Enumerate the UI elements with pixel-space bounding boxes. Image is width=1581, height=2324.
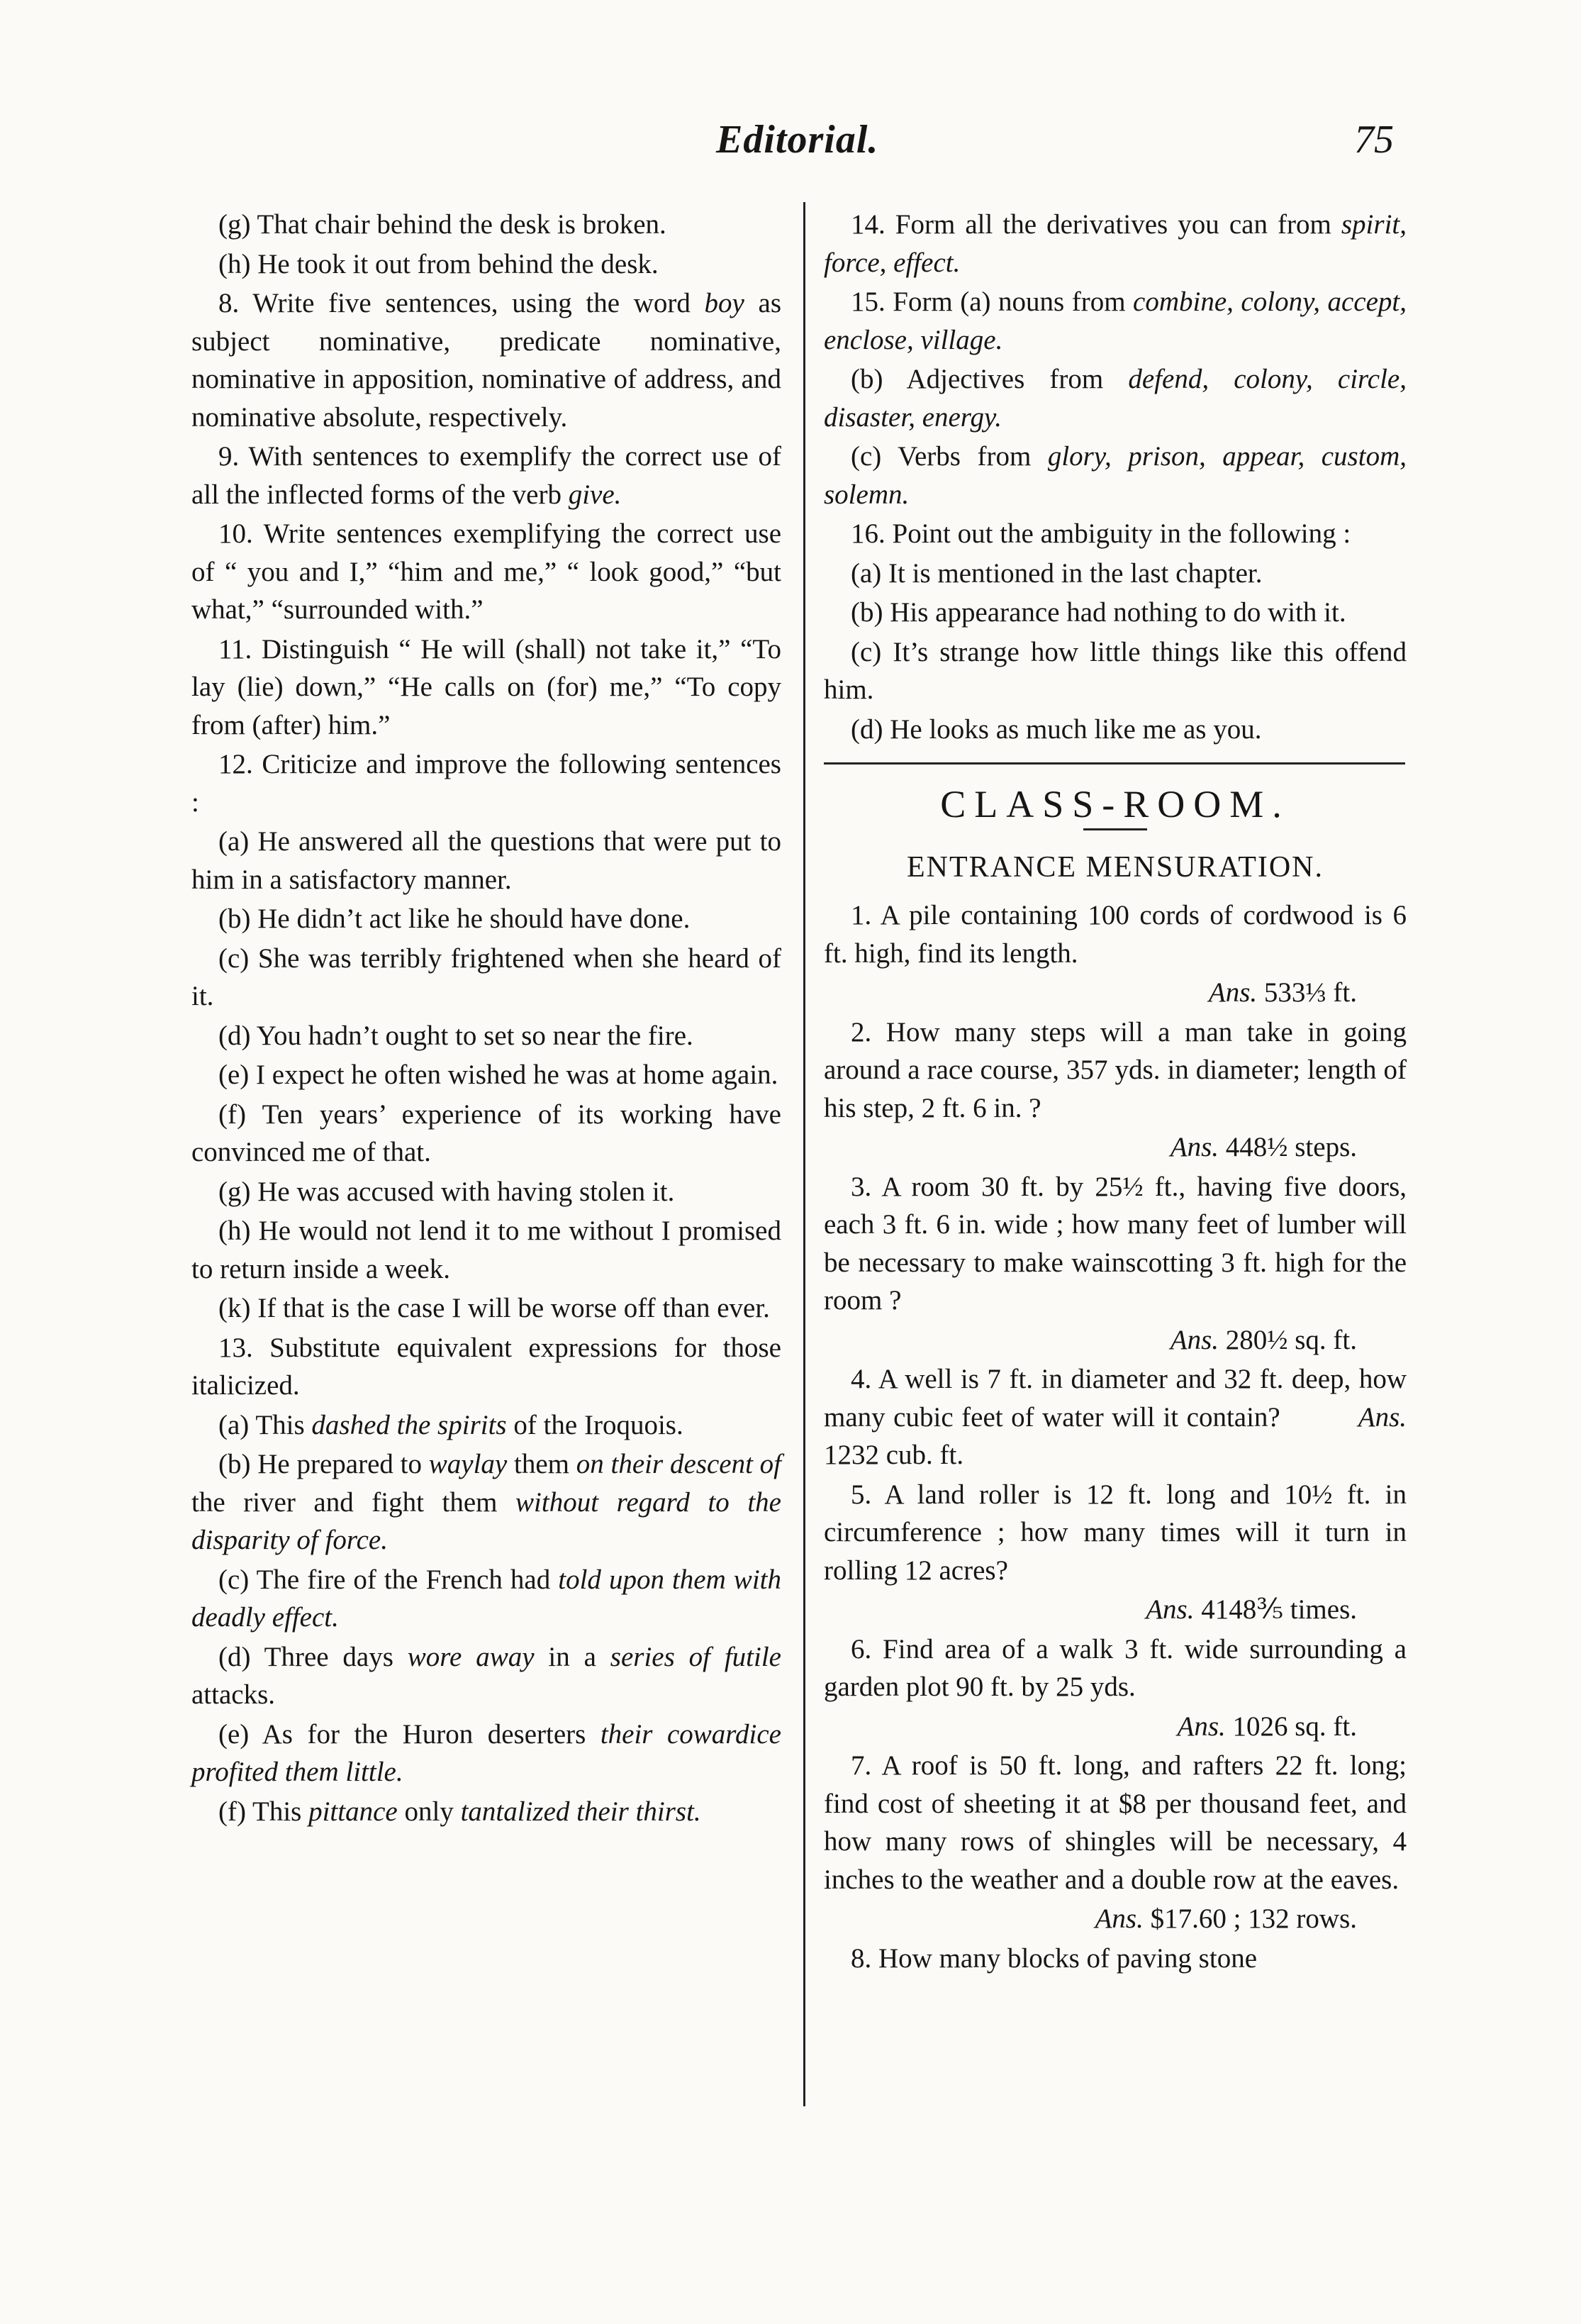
paragraph bbox=[191, 1561, 781, 1637]
problem-statement: 2. How many steps will a man take in going around a race course, 357 yds. in diameter; length of his step, 2 ft. 6 in. ? bbox=[824, 1016, 1407, 1123]
answer-label: Ans. bbox=[1177, 1711, 1226, 1742]
text: (h) He took it out from behind the desk. bbox=[218, 248, 659, 279]
paragraph bbox=[191, 900, 781, 938]
paragraph bbox=[824, 594, 1407, 632]
text: (g) He was accused with having stolen it. bbox=[218, 1176, 675, 1207]
paragraph bbox=[191, 1056, 781, 1094]
italic-text: tantalized their thirst. bbox=[460, 1796, 701, 1827]
paragraph bbox=[191, 745, 781, 821]
problem-statement: 6. Find area of a walk 3 ft. wide surrounding a garden plot 90 ft. by 25 yds. bbox=[824, 1633, 1407, 1702]
paragraph bbox=[191, 284, 781, 436]
problem-text bbox=[824, 1476, 1407, 1590]
answer bbox=[824, 1900, 1407, 1938]
paragraph bbox=[191, 630, 781, 745]
paragraph bbox=[824, 711, 1407, 749]
problem-text bbox=[824, 1013, 1407, 1128]
answer bbox=[824, 1591, 1407, 1629]
paragraph bbox=[191, 1289, 781, 1328]
answer-value: 1026 sq. ft. bbox=[1225, 1711, 1357, 1742]
text: 12. Criticize and improve the following sentences : bbox=[191, 749, 781, 818]
paragraph bbox=[824, 515, 1407, 553]
paragraph bbox=[191, 1329, 781, 1405]
paragraph bbox=[191, 940, 781, 1016]
answer-label: Ans. bbox=[1358, 1401, 1407, 1433]
paragraph bbox=[191, 823, 781, 899]
text: 10. Write sentences exemplifying the correct use of “ you and I,” “him and me,” “ look good,” “but what,” “surrounded with.” bbox=[191, 518, 781, 625]
italic-text: dashed the spirits bbox=[311, 1409, 507, 1440]
problem-text bbox=[824, 896, 1407, 972]
italic-text: combine, colony, accept, enclose, village. bbox=[824, 287, 1407, 355]
paragraph bbox=[191, 1096, 781, 1172]
text: (k) If that is the case I will be worse off than ever. bbox=[218, 1293, 770, 1323]
text: 13. Substitute equivalent expressions for those italicized. bbox=[191, 1332, 781, 1401]
paragraph bbox=[191, 1017, 781, 1055]
column-divider bbox=[803, 202, 805, 2106]
paragraph bbox=[824, 438, 1407, 513]
answer-label: Ans. bbox=[1146, 1594, 1195, 1625]
answer-value: 448½ steps. bbox=[1219, 1132, 1357, 1162]
text: (e) I expect he often wished he was at home again. bbox=[218, 1060, 778, 1090]
paragraph bbox=[191, 515, 781, 629]
problem-text bbox=[824, 1630, 1407, 1706]
paragraph bbox=[191, 1638, 781, 1714]
text: only bbox=[397, 1796, 461, 1827]
page-header bbox=[0, 117, 1581, 174]
text: (e) As for the Huron deserters bbox=[218, 1718, 600, 1750]
text: (h) He would not lend it to me without I promised to return inside a week. bbox=[191, 1216, 781, 1284]
italic-text: series of futile bbox=[610, 1641, 781, 1672]
text: 11. Distinguish “ He will (shall) not take it,” “To lay (lie) down,” “He calls on (for) me,” “To copy from (after) him.” bbox=[191, 633, 781, 740]
italic-text: give. bbox=[568, 479, 622, 510]
right-column-questions bbox=[824, 206, 1407, 748]
answer bbox=[824, 1128, 1407, 1167]
italic-text: told upon them with deadly effect. bbox=[191, 1564, 781, 1633]
text: 14. Form all the derivatives you can from bbox=[851, 209, 1341, 240]
section-title: CLASS-ROOM. bbox=[940, 783, 1290, 825]
answer-label: Ans. bbox=[1208, 977, 1258, 1008]
problem-text bbox=[824, 1940, 1407, 1978]
italic-text: on their descent of bbox=[576, 1449, 782, 1479]
problem-statement: 4. A well is 7 ft. in diameter and 32 ft. deep, how many cubic feet of water will it contain? bbox=[824, 1364, 1407, 1433]
text: them bbox=[507, 1449, 576, 1479]
answer-label: Ans. bbox=[1095, 1903, 1144, 1934]
text: (c) She was terribly frightened when she heard of it. bbox=[191, 943, 781, 1011]
problem-text bbox=[824, 1747, 1407, 1898]
answer-value: 4148⅗ times. bbox=[1194, 1594, 1357, 1625]
answer-value: 1232 cub. ft. bbox=[824, 1440, 964, 1470]
answer-value: $17.60 ; 132 rows. bbox=[1143, 1903, 1357, 1934]
section-rule bbox=[824, 762, 1405, 765]
italic-text: without regard to the disparity of force. bbox=[191, 1486, 781, 1555]
paragraph bbox=[191, 1406, 781, 1445]
text: (a) This bbox=[218, 1409, 312, 1440]
problem-text bbox=[824, 1168, 1407, 1320]
text: (d) He looks as much like me as you. bbox=[851, 713, 1262, 745]
text: as subject nominative, predicate nominative, nominative in apposition, nominative of address, and nominative absolute, respectively. bbox=[191, 288, 781, 433]
subsection-title: ENTRANCE MENSURATION. bbox=[907, 850, 1324, 884]
paragraph bbox=[191, 1793, 781, 1831]
text: (g) That chair behind the desk is broken. bbox=[218, 209, 666, 240]
italic-text: pittance bbox=[308, 1796, 398, 1827]
problem-statement: 3. A room 30 ft. by 25½ ft., having five doors, each 3 ft. 6 in. wide ; how many feet of lumber will be necessary to make wainscotting 3 ft. high for the room ? bbox=[824, 1171, 1407, 1316]
italic-text: defend, colony, circle, disaster, energy. bbox=[824, 364, 1407, 433]
problem-statement: 5. A land roller is 12 ft. long and 10½ ft. in circumference ; how many times will it turn in rolling 12 acres? bbox=[824, 1479, 1407, 1586]
problem-text bbox=[824, 1360, 1407, 1474]
text: 9. With sentences to exemplify the correct use of all the inflected forms of the verb bbox=[191, 441, 781, 510]
italic-text: boy bbox=[704, 288, 744, 318]
answer-value: 280½ sq. ft. bbox=[1219, 1324, 1357, 1355]
paragraph bbox=[191, 1212, 781, 1288]
paragraph bbox=[191, 1445, 781, 1559]
text: (c) Verbs from bbox=[851, 441, 1048, 472]
text: the river and fight them bbox=[191, 1486, 516, 1518]
text: (b) Adjectives from bbox=[851, 364, 1129, 394]
paragraph bbox=[191, 245, 781, 284]
problem-statement: 1. A pile containing 100 cords of cordwood is 6 ft. high, find its length. bbox=[824, 900, 1407, 969]
text: 8. Write five sentences, using the word bbox=[218, 288, 705, 318]
text: (b) His appearance had nothing to do with it. bbox=[851, 597, 1346, 628]
text: attacks. bbox=[191, 1679, 276, 1710]
text: (b) He didn’t act like he should have done. bbox=[218, 904, 691, 934]
text: 15. Form (a) nouns from bbox=[851, 287, 1134, 317]
paragraph bbox=[191, 206, 781, 244]
paragraph bbox=[824, 633, 1407, 709]
paragraph bbox=[191, 1716, 781, 1791]
page-number: 75 bbox=[1354, 118, 1394, 162]
text: 16. Point out the ambiguity in the following : bbox=[851, 518, 1351, 549]
paragraph bbox=[824, 206, 1407, 282]
text: (a) He answered all the questions that were put to him in a satisfactory manner. bbox=[191, 826, 781, 895]
running-title: Editorial. bbox=[716, 118, 879, 162]
answer-value: 533⅓ ft. bbox=[1257, 977, 1357, 1008]
answer bbox=[824, 1321, 1407, 1360]
answer-label: Ans. bbox=[1170, 1324, 1219, 1355]
text: in a bbox=[534, 1641, 610, 1672]
text: (c) The fire of the French had bbox=[218, 1564, 559, 1595]
text: of the Iroquois. bbox=[506, 1409, 683, 1440]
text: (d) You hadn’t ought to set so near the fire. bbox=[218, 1020, 693, 1051]
text: (a) It is mentioned in the last chapter. bbox=[851, 557, 1263, 589]
text: (b) He prepared to bbox=[218, 1449, 429, 1479]
answer bbox=[824, 1708, 1407, 1746]
paragraph bbox=[191, 438, 781, 513]
problem-statement: 7. A roof is 50 ft. long, and rafters 22 ft. long; find cost of sheeting it at $8 per thousand feet, and how many rows of shingles will be necessary, 4 inches to the weather and a double row at the eaves. bbox=[824, 1750, 1407, 1895]
paragraph bbox=[824, 555, 1407, 593]
right-column bbox=[824, 206, 1407, 1979]
italic-text: their cowardice profited them little. bbox=[191, 1718, 781, 1787]
italic-text: waylay bbox=[428, 1449, 508, 1479]
text: (f) Ten years’ experience of its working have convinced me of that. bbox=[191, 1099, 781, 1167]
text: (f) This bbox=[218, 1796, 309, 1827]
italic-text: glory, prison, appear, custom, solemn. bbox=[824, 441, 1407, 510]
italic-text: wore away bbox=[407, 1641, 535, 1672]
italic-text: spirit, force, effect. bbox=[824, 209, 1407, 278]
left-column bbox=[191, 206, 781, 1832]
paragraph bbox=[824, 360, 1407, 436]
problem-statement: 8. How many blocks of paving stone bbox=[851, 1942, 1258, 1974]
answer-label: Ans. bbox=[1170, 1132, 1219, 1162]
title-rule bbox=[1083, 828, 1147, 830]
mensuration-problems bbox=[824, 896, 1407, 1977]
text: (c) It’s strange how little things like this offend him. bbox=[824, 636, 1407, 705]
answer bbox=[824, 974, 1407, 1012]
paragraph bbox=[191, 1173, 781, 1211]
paragraph bbox=[824, 283, 1407, 359]
text: (d) Three days bbox=[218, 1641, 408, 1672]
